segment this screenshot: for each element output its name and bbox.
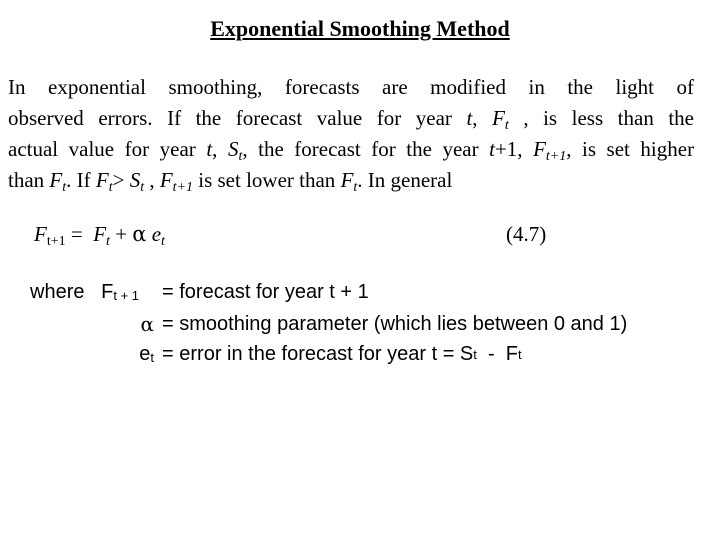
alpha-symbol: α — [132, 222, 147, 246]
equation: $F_{t+1} = F_t + \alpha$ $e_t$ — [34, 222, 165, 249]
description-paragraph — [8, 72, 694, 196]
paragraph-line-4: than $F_t$. If $F_t> S_t$ , $F_{t+1}$ is set lower than $F_t$. In general — [8, 168, 453, 195]
paragraph-line-1: In exponential smoothing, forecasts are modified in the light of — [8, 75, 694, 99]
paragraph-line-3: actual value for year t, $S_t$, the forecast for the year t+1, $F_{t+1}$, is set higher — [8, 137, 695, 164]
paragraph-line-2: observed errors. If the forecast value for year t, $F_t$ , is less than the — [8, 106, 694, 133]
definition-row: where Ft + 1 = forecast for year t + 1 — [30, 281, 369, 303]
equation-number: (4.7) — [506, 222, 547, 246]
definition-row: α = smoothing parameter (which lies between 0 and 1) — [140, 312, 628, 336]
definition-row: et = error in the forecast for year t = S t - F t — [139, 343, 522, 365]
where-label: where — [30, 281, 85, 303]
where-definitions — [30, 278, 627, 372]
slide-title: Exponential Smoothing Method — [210, 16, 510, 41]
